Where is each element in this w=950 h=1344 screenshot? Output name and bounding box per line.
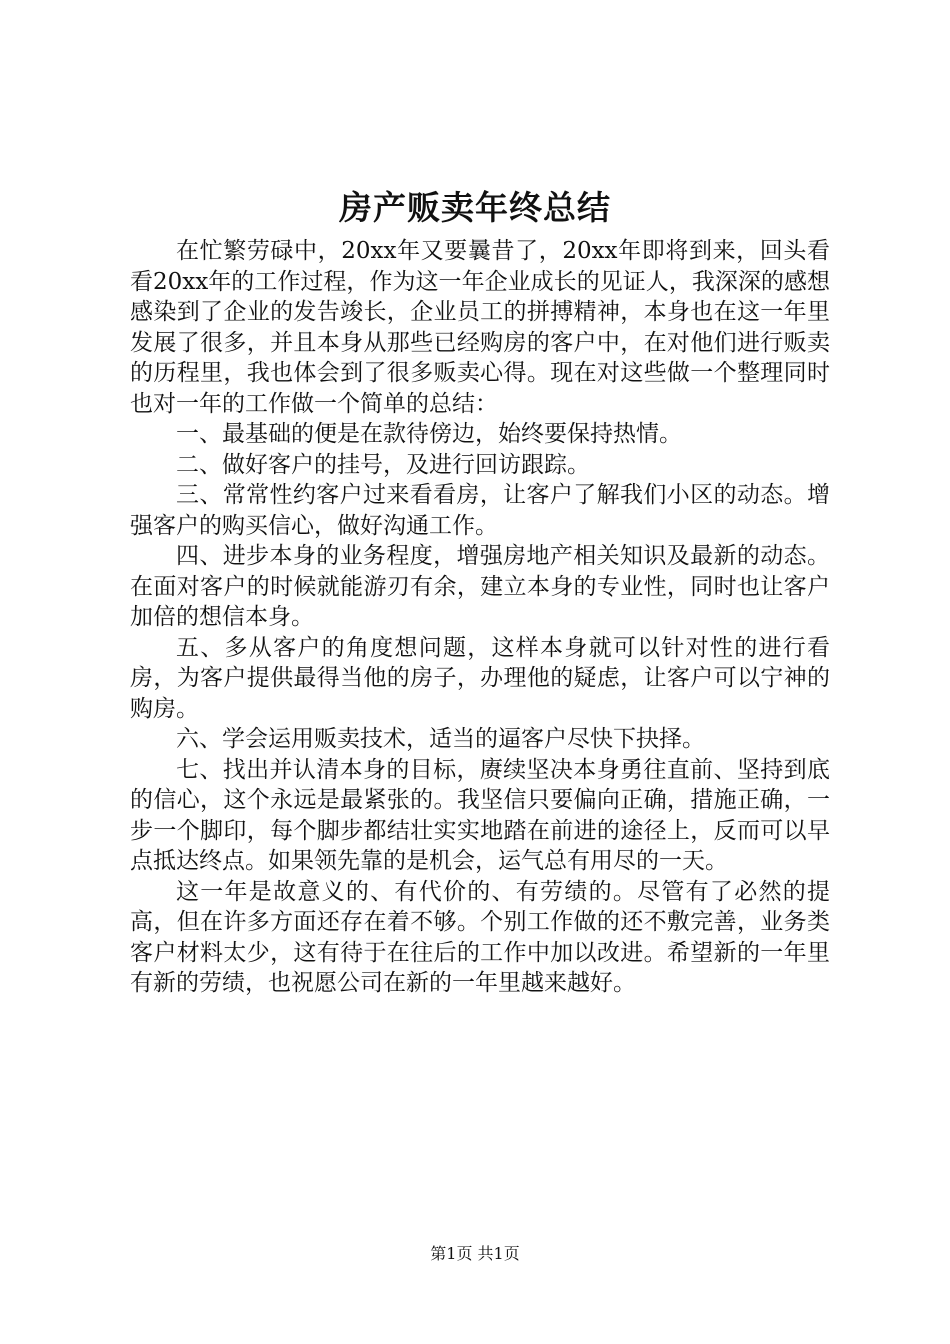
document-title: 房产贩卖年终总结	[339, 188, 611, 227]
paragraph-item-7: 七、找出并认清本身的目标，赓续坚决本身勇往直前、坚持到底的信心，这个永远是最紧张的。我坚信只要偏向正确，措施正确，一步一个脚印，每个脚步都结壮实实地踏在前进的途径上，反而可以早点抵达终点。如果领先靠的是机会，运气总有用尽的一天。	[130, 756, 830, 874]
paragraph-intro: 在忙繁劳碌中，20xx年又要曩昔了，20xx年即将到来，回头看看20xx年的工作过程，作为这一年企业成长的见证人，我深深的感想感染到了企业的发告竣长，企业员工的拼搏精神，本身也在这一年里发展了很多，并且本身从那些已经购房的客户中，在对他们进行贩卖的历程里，我也体会到了很多贩卖心得。现在对这些做一个整理同时也对一年的工作做一个简单的总结：	[130, 238, 830, 417]
paragraph-item-5: 五、多从客户的角度想问题，这样本身就可以针对性的进行看房，为客户提供最得当他的房子，办理他的疑虑，让客户可以宁神的购房。	[130, 634, 830, 722]
paragraph-item-6: 六、学会运用贩卖技术，适当的逼客户尽快下抉择。	[176, 726, 705, 752]
page-footer: 第1页 共1页	[430, 1244, 520, 1263]
paragraph-conclusion: 这一年是故意义的、有代价的、有劳绩的。尽管有了必然的提高，但在许多方面还存在着不够。个别工作做的还不敷完善，业务类客户材料太少，这有待于在往后的工作中加以改进。希望新的一年里有新的劳绩，也祝愿公司在新的一年里越来越好。	[130, 878, 830, 996]
document-body	[130, 236, 830, 999]
paragraph-item-4: 四、进步本身的业务程度，增强房地产相关知识及最新的动态。在面对客户的时候就能游刃有余，建立本身的专业性，同时也让客户加倍的想信本身。	[130, 543, 830, 630]
paragraph-item-2: 二、做好客户的挂号，及进行回访跟踪。	[176, 451, 590, 478]
paragraph-item-1: 一、最基础的便是在款待傍边，始终要保持热情。	[176, 421, 682, 447]
paragraph-item-3: 三、常常性约客户过来看看房，让客户了解我们小区的动态。增强客户的购买信心，做好沟通工作。	[130, 482, 830, 539]
